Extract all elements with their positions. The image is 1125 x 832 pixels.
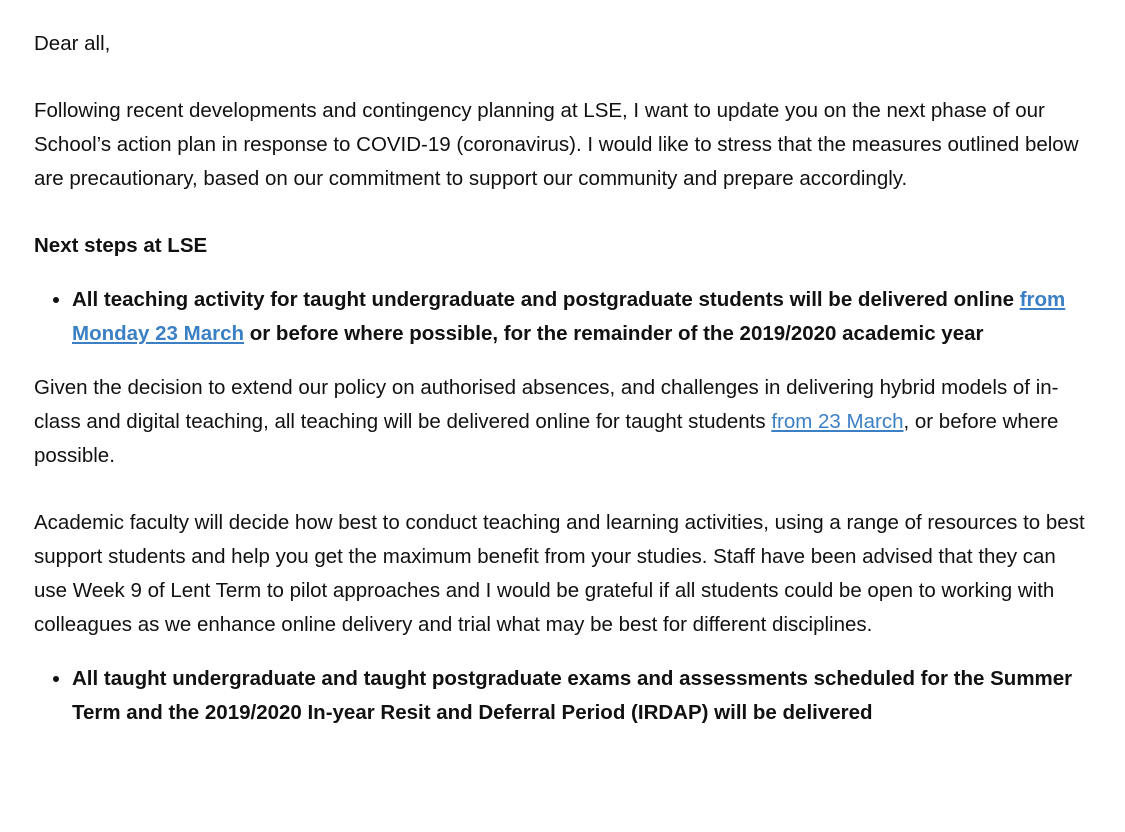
bullet-exams: • All taught undergraduate and taught postgraduate exams and assessments scheduled for the Summer Term and the 2019/2020 In-year Resit and Deferral Period (IRDAP) will be delivered — [72, 662, 1094, 730]
paragraph-online-decision — [34, 371, 1094, 473]
bullet-list — [34, 283, 1094, 351]
email-body — [34, 27, 1094, 750]
paragraph-academic-faculty: Academic faculty will decide how best to conduct teaching and learning activities, using a range of resources to best support students and help you get the maximum benefit from your studies. Staff have been advised that they can use Week 9 of Lent Term to pilot approaches and I would be grateful if all students could be open to working with colleagues as we enhance online delivery and trial what may be best for different disciplines. — [34, 511, 1085, 636]
paragraph-text: , or before where possible. — [34, 410, 1059, 467]
link-from-23-march[interactable]: from 23 March — [771, 410, 904, 433]
bullet-text: or before where possible, for the remainder of the 2019/2020 academic year — [244, 322, 984, 345]
section-heading: Next steps at LSE — [34, 234, 208, 257]
intro-paragraph: Following recent developments and contingency planning at LSE, I want to update you on the next phase of our School’s action plan in response to COVID-19 (coronavirus). I would like to stress that the measures outlined below are precautionary, based on our commitment to support our community and prepare accordingly. — [34, 99, 1079, 190]
greeting: Dear all, — [34, 32, 111, 55]
link-from-monday-23-march[interactable]: from Monday 23 March — [72, 288, 1066, 345]
bullet-text: All teaching activity for taught undergraduate and postgraduate students will be delivered online — [72, 288, 1020, 311]
bullet-online-teaching — [72, 283, 1094, 351]
bullet-list — [34, 662, 1094, 730]
paragraph-text: Given the decision to extend our policy on authorised absences, and challenges in delivering hybrid models of in-class and digital teaching, all teaching will be delivered online for taught students — [34, 376, 1059, 433]
